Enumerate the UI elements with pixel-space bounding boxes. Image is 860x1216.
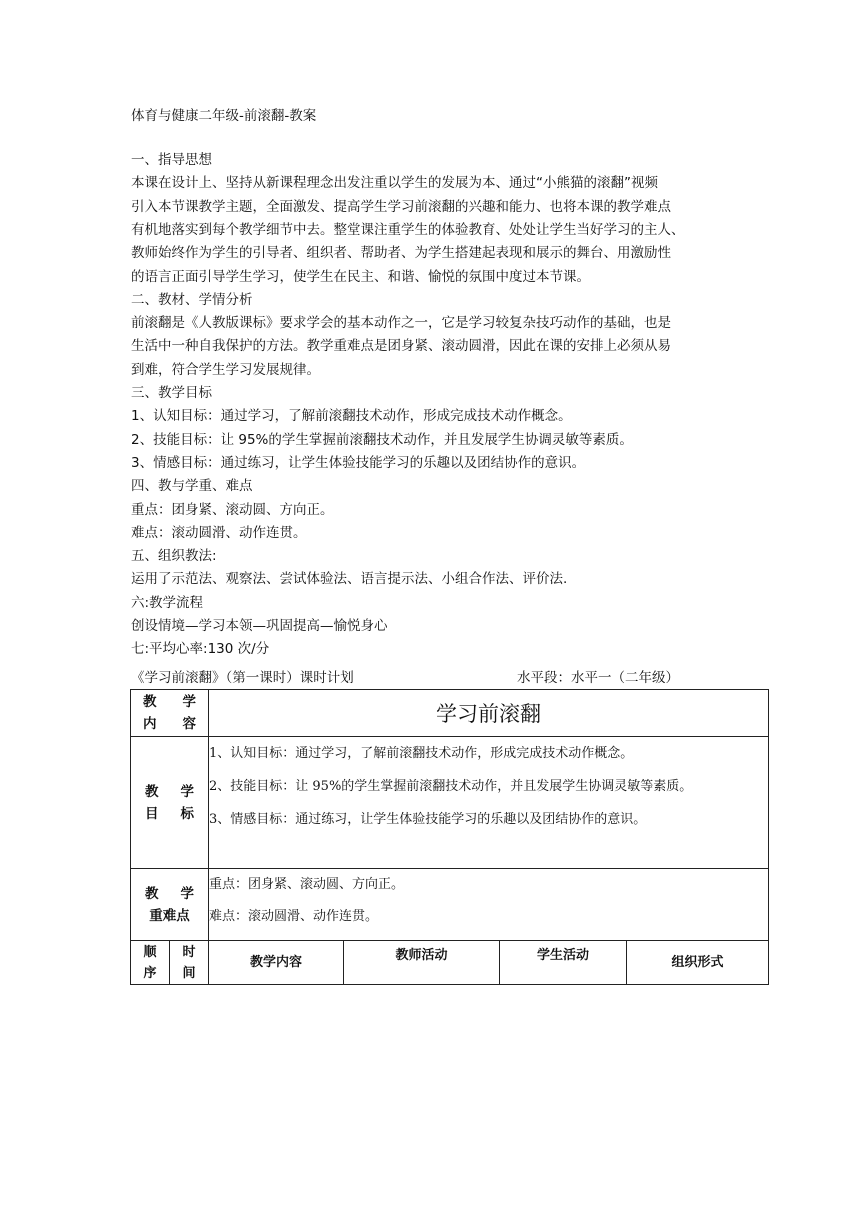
difficulty-point: 难点：滚动圆滑、动作连贯。: [209, 909, 379, 924]
body-line: 二、教材、学情分析: [131, 291, 253, 308]
col-time: 时 间: [170, 941, 209, 985]
body-line: 到难，符合学生学习发展规律。: [131, 361, 320, 378]
body-line: 一、指导思想: [131, 152, 212, 168]
col-organization: 组织形式: [627, 941, 769, 985]
body-line: 五、组织教法:: [131, 548, 217, 565]
body-line: 生活中一种自我保护的方法。教学重难点是团身紧、滚动圆滑，因此在课的安排上必须从易: [131, 338, 671, 355]
goal-item: 3、情感目标：通过练习，让学生体验技能学习的乐趣以及团结协作的意识。: [209, 812, 647, 827]
content-label: 教 学 内 容: [131, 690, 209, 737]
body-line: 1、认知目标：通过学习，了解前滚翻技术动作，形成完成技术动作概念。: [131, 408, 572, 425]
body-line: 重点：团身紧、滚动圆、方向正。: [131, 501, 334, 518]
col-order: 顺 序: [131, 941, 170, 985]
col-student: 学生活动: [500, 941, 627, 985]
body-line: 七:平均心率:130 次/分: [131, 641, 270, 658]
body-line: 前滚翻是《人教版课标》要求学会的基本动作之一，它是学习较复杂技巧动作的基础，也是: [131, 315, 671, 332]
body-line: 四、教与学重、难点: [131, 478, 253, 495]
lesson-title: 学习前滚翻: [209, 690, 769, 737]
plan-caption-right: 水平段：水平一（二年级）: [517, 670, 679, 686]
lesson-plan-table: [130, 689, 769, 985]
body-line: 运用了示范法、观察法、尝试体验法、语言提示法、小组合作法、评价法.: [131, 571, 568, 588]
body-line: 2、技能目标：让 95%的学生掌握前滚翻技术动作，并且发展学生协调灵敏等素质。: [131, 431, 633, 448]
body-line: 本课在设计上、坚持从新课程理念出发注重以学生的发展为本、通过“小熊猫的滚翻”视频: [131, 175, 658, 192]
goals-label: 教 学 目 标: [131, 737, 209, 869]
col-teacher: 教师活动: [344, 941, 500, 985]
plan-caption-left: 《学习前滚翻》（第一课时）课时计划: [131, 670, 354, 686]
row-content: [131, 690, 769, 737]
row-column-headers: [131, 941, 769, 985]
body-line: 引入本节课教学主题，全面激发、提高学生学习前滚翻的兴趣和能力、也将本课的教学难点: [131, 198, 671, 215]
col-content: 教学内容: [209, 941, 344, 985]
body-line: 难点：滚动圆滑、动作连贯。: [131, 524, 307, 541]
body-line: 的语言正面引导学生学习，使学生在民主、和谐、愉悦的氛围中度过本节课。: [131, 268, 590, 285]
body-line: 3、情感目标：通过练习，让学生体验技能学习的乐趣以及团结协作的意识。: [131, 454, 586, 471]
goal-item: 2、技能目标：让 95%的学生掌握前滚翻技术动作，并且发展学生协调灵敏等素质。: [209, 779, 693, 794]
goal-item: 1、认知目标：通过学习，了解前滚翻技术动作，形成完成技术动作概念。: [209, 746, 634, 761]
goals-cell: [209, 737, 769, 869]
row-goals: [131, 737, 769, 869]
body-line: 创设情境—学习本领—巩固提高—愉悦身心: [131, 618, 388, 634]
body-line: 三、教学目标: [131, 385, 212, 401]
body-line: 六:教学流程: [131, 594, 204, 611]
row-key-difficult: [131, 869, 769, 941]
difficulty-label: 教 学 重难点: [131, 869, 209, 941]
difficulty-cell: [209, 869, 769, 941]
key-point: 重点：团身紧、滚动圆、方向正。: [209, 877, 405, 892]
document-title: 体育与健康二年级-前滚翻-教案: [131, 108, 317, 124]
body-line: 有机地落实到每个教学细节中去。整堂课注重学生的体验教育、处处让学生当好学习的主人、: [131, 221, 685, 238]
body-line: 教师始终作为学生的引导者、组织者、帮助者、为学生搭建起表现和展示的舞台、用激励性: [131, 245, 671, 262]
